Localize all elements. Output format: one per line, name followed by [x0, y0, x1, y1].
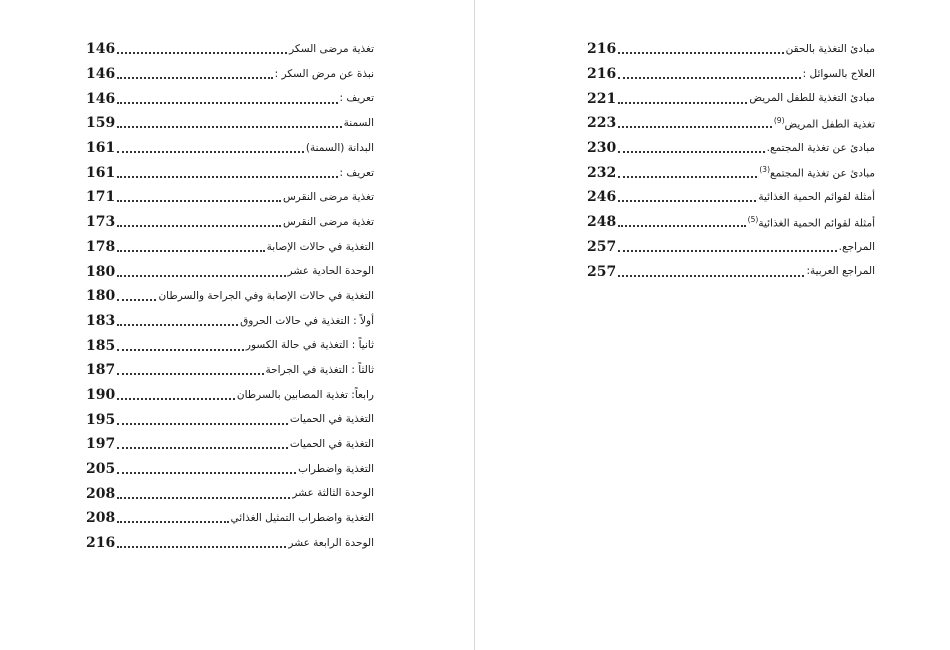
footnote-marker: (9) — [773, 115, 785, 125]
toc-entry-title: أمثلة لقوائم الحمية الغذائية — [758, 217, 875, 230]
toc-entry-title: تغذية مرضى النقرس — [282, 215, 374, 228]
toc-entry-text — [290, 439, 374, 450]
toc-entry-text — [806, 266, 875, 277]
toc-entry-title: تعريف : — [339, 92, 374, 105]
toc-page-number: 197 — [86, 436, 116, 453]
dot-leader — [117, 460, 296, 474]
toc-entry[interactable] — [587, 160, 875, 185]
toc-entry-title: العلاج بالسوائل : — [802, 67, 875, 80]
toc-entry-title: السمنة — [343, 117, 374, 130]
toc-entry[interactable] — [86, 160, 374, 185]
right-page — [475, 0, 949, 650]
toc-entry[interactable] — [86, 210, 374, 235]
toc-entry-title: الوحدة الرابعة عشر — [288, 536, 374, 549]
toc-entry-text — [306, 143, 374, 154]
toc-entry[interactable] — [86, 358, 374, 383]
dot-leader — [117, 411, 288, 425]
toc-entry-title: ثالثاً : التغذية في الجراحة — [265, 364, 374, 377]
toc-entry[interactable] — [86, 37, 374, 62]
toc-entry-title: التغذية في حالات الإصابة — [266, 240, 374, 253]
toc-entry-text — [240, 316, 374, 327]
footnote-marker: (3) — [759, 165, 770, 175]
toc-entry[interactable] — [86, 259, 374, 284]
toc-entry-title: مبادئ التغذية بالحقن — [785, 43, 875, 56]
toc-page-number: 221 — [587, 90, 617, 107]
toc-page-number: 159 — [86, 115, 116, 132]
toc-entry-title: المراجع العربية: — [806, 265, 875, 278]
toc-page-number: 257 — [587, 263, 617, 280]
dot-leader — [117, 361, 263, 375]
dot-leader — [618, 164, 757, 178]
dot-leader — [117, 534, 286, 548]
dot-leader — [117, 509, 228, 523]
dot-leader — [618, 40, 783, 54]
toc-entry-title: تعريف : — [339, 166, 374, 179]
toc-page-number: 180 — [86, 288, 116, 305]
toc-entry-title: التغذية واضطراب التمثيل الغذائي — [230, 512, 374, 525]
dot-leader — [117, 337, 244, 351]
dot-leader — [117, 435, 288, 449]
dot-leader — [618, 90, 747, 104]
toc-entry-text — [344, 118, 374, 129]
toc-page-number: 257 — [587, 238, 617, 255]
toc-entry-text — [803, 69, 875, 80]
toc-entry[interactable] — [587, 86, 875, 111]
toc-entry-text — [237, 390, 374, 401]
dot-leader — [117, 263, 285, 277]
dot-leader — [618, 263, 804, 277]
toc-entry-title: مبادئ التغذية للطفل المريض — [749, 92, 875, 105]
toc-entry[interactable] — [86, 481, 374, 506]
dot-leader — [117, 312, 238, 326]
toc-entry-title: تغذية الطفل المريض — [784, 118, 875, 131]
toc-entry-text — [283, 192, 374, 203]
dot-leader — [117, 485, 290, 499]
toc-entry[interactable] — [86, 86, 374, 111]
toc-page-number: 190 — [86, 386, 116, 403]
toc-entry-text — [758, 192, 875, 203]
toc-page-number: 216 — [587, 41, 617, 58]
toc-entry-text — [246, 340, 374, 351]
toc-list-left — [86, 37, 374, 555]
dot-leader — [618, 213, 745, 227]
toc-entry-text — [340, 168, 374, 179]
toc-page-number: 205 — [86, 461, 116, 478]
toc-page-number: 173 — [86, 214, 116, 231]
toc-entry[interactable] — [86, 506, 374, 531]
toc-page-number: 195 — [86, 411, 116, 428]
toc-entry[interactable] — [86, 407, 374, 432]
dot-leader — [117, 65, 272, 79]
toc-entry-title: الوحدة الثالثة عشر — [292, 487, 374, 500]
toc-page-number: 180 — [86, 263, 116, 280]
toc-entry-title: الوحدة الحادية عشر — [287, 265, 374, 278]
toc-page-number: 232 — [587, 164, 617, 181]
toc-entry-text — [774, 117, 875, 130]
dot-leader — [618, 188, 756, 202]
toc-page-number: 178 — [86, 238, 116, 255]
dot-leader — [117, 90, 337, 104]
toc-entry[interactable] — [86, 309, 374, 334]
toc-entry[interactable] — [587, 210, 875, 235]
dot-leader — [117, 386, 235, 400]
left-page — [0, 0, 474, 650]
dot-leader — [618, 65, 800, 79]
toc-entry-text — [288, 266, 374, 277]
toc-entry-title: المراجع. — [838, 240, 875, 253]
toc-entry[interactable] — [86, 284, 374, 309]
toc-entry-text — [749, 93, 875, 104]
toc-entry[interactable] — [86, 457, 374, 482]
toc-entry-title: مبادئ عن تغذية المجتمع — [770, 167, 875, 180]
toc-entry-text — [786, 44, 875, 55]
toc-entry-text — [759, 166, 875, 179]
toc-entry-text — [275, 69, 374, 80]
toc-entry-title: التغذية في الحميات — [289, 413, 374, 426]
toc-entry-text — [288, 538, 374, 549]
toc-entry-text — [283, 217, 374, 228]
toc-entry-text — [292, 488, 374, 499]
toc-entry[interactable] — [86, 235, 374, 260]
toc-entry-text — [289, 44, 374, 55]
toc-page-number: 146 — [86, 66, 116, 83]
toc-entry-title: مبادئ عن تغذية المجتمع. — [766, 141, 875, 154]
toc-entry-title: التغذية في الحميات — [289, 438, 374, 451]
dot-leader — [117, 287, 156, 301]
dot-leader — [117, 164, 337, 178]
toc-page-number: 248 — [587, 214, 617, 231]
toc-entry-title: تغذية مرضى النقرس — [282, 191, 374, 204]
toc-page-number: 161 — [86, 164, 116, 181]
toc-entry-text — [767, 143, 875, 154]
toc-page-number: 208 — [86, 510, 116, 527]
dot-leader — [117, 114, 341, 128]
toc-entry-title: تغذية مرضى السكر — [289, 43, 374, 56]
toc-entry-text — [298, 464, 374, 475]
toc-entry[interactable] — [86, 62, 374, 87]
toc-entry[interactable] — [587, 62, 875, 87]
toc-entry-title: أولاً : التغذية في حالات الحروق — [240, 314, 374, 327]
dot-leader — [117, 188, 281, 202]
dot-leader — [618, 238, 836, 252]
toc-entry[interactable] — [86, 136, 374, 161]
toc-entry-text — [158, 291, 374, 302]
toc-entry-text — [839, 242, 875, 253]
toc-page-number: 216 — [587, 66, 617, 83]
toc-entry[interactable] — [587, 136, 875, 161]
dot-leader — [618, 114, 772, 128]
toc-page-number: 246 — [587, 189, 617, 206]
dot-leader — [117, 238, 264, 252]
toc-entry-text — [290, 414, 374, 425]
toc-entry[interactable] — [86, 531, 374, 556]
toc-entry[interactable] — [86, 383, 374, 408]
toc-page-number: 208 — [86, 485, 116, 502]
toc-page-number: 185 — [86, 337, 116, 354]
toc-entry-title: البدانة (السمنة) — [305, 141, 374, 154]
toc-page-number: 171 — [86, 189, 116, 206]
toc-entry-title: التغذية واضطراب — [298, 462, 374, 475]
toc-entry[interactable] — [587, 235, 875, 260]
dot-leader — [117, 139, 304, 153]
toc-page-number: 223 — [587, 115, 617, 132]
dot-leader — [117, 213, 281, 227]
toc-entry-text — [748, 216, 875, 229]
toc-entry-text — [267, 242, 374, 253]
toc-page-number: 230 — [587, 140, 617, 157]
toc-entry[interactable] — [587, 37, 875, 62]
toc-entry-title: أمثلة لقوائم الحمية الغذائية — [758, 191, 875, 204]
toc-entry-title: رابعاً: تغذية المصابين بالسرطان — [236, 388, 374, 401]
toc-entry[interactable] — [587, 185, 875, 210]
toc-entry[interactable] — [86, 333, 374, 358]
toc-page-number: 146 — [86, 90, 116, 107]
toc-entry-text — [231, 513, 374, 524]
toc-entry-title: ثانياً : التغذية في حالة الكسور — [245, 339, 374, 352]
toc-page-number: 216 — [86, 535, 116, 552]
toc-page-number: 183 — [86, 312, 116, 329]
toc-entry[interactable] — [86, 432, 374, 457]
toc-list-right — [587, 37, 875, 284]
toc-entry-title: التغذية في حالات الإصابة وفي الجراحة والسرطان — [158, 289, 374, 302]
toc-entry[interactable] — [86, 111, 374, 136]
toc-entry-text — [340, 93, 374, 104]
footnote-marker: (5) — [747, 214, 759, 224]
toc-entry-title: نبذة عن مرض السكر : — [274, 67, 374, 80]
toc-page-number: 187 — [86, 362, 116, 379]
toc-entry[interactable] — [86, 185, 374, 210]
toc-entry-text — [266, 365, 375, 376]
dot-leader — [117, 40, 287, 54]
toc-entry[interactable] — [587, 111, 875, 136]
toc-entry[interactable] — [587, 259, 875, 284]
toc-page-number: 161 — [86, 140, 116, 157]
dot-leader — [618, 139, 764, 153]
toc-page-number: 146 — [86, 41, 116, 58]
